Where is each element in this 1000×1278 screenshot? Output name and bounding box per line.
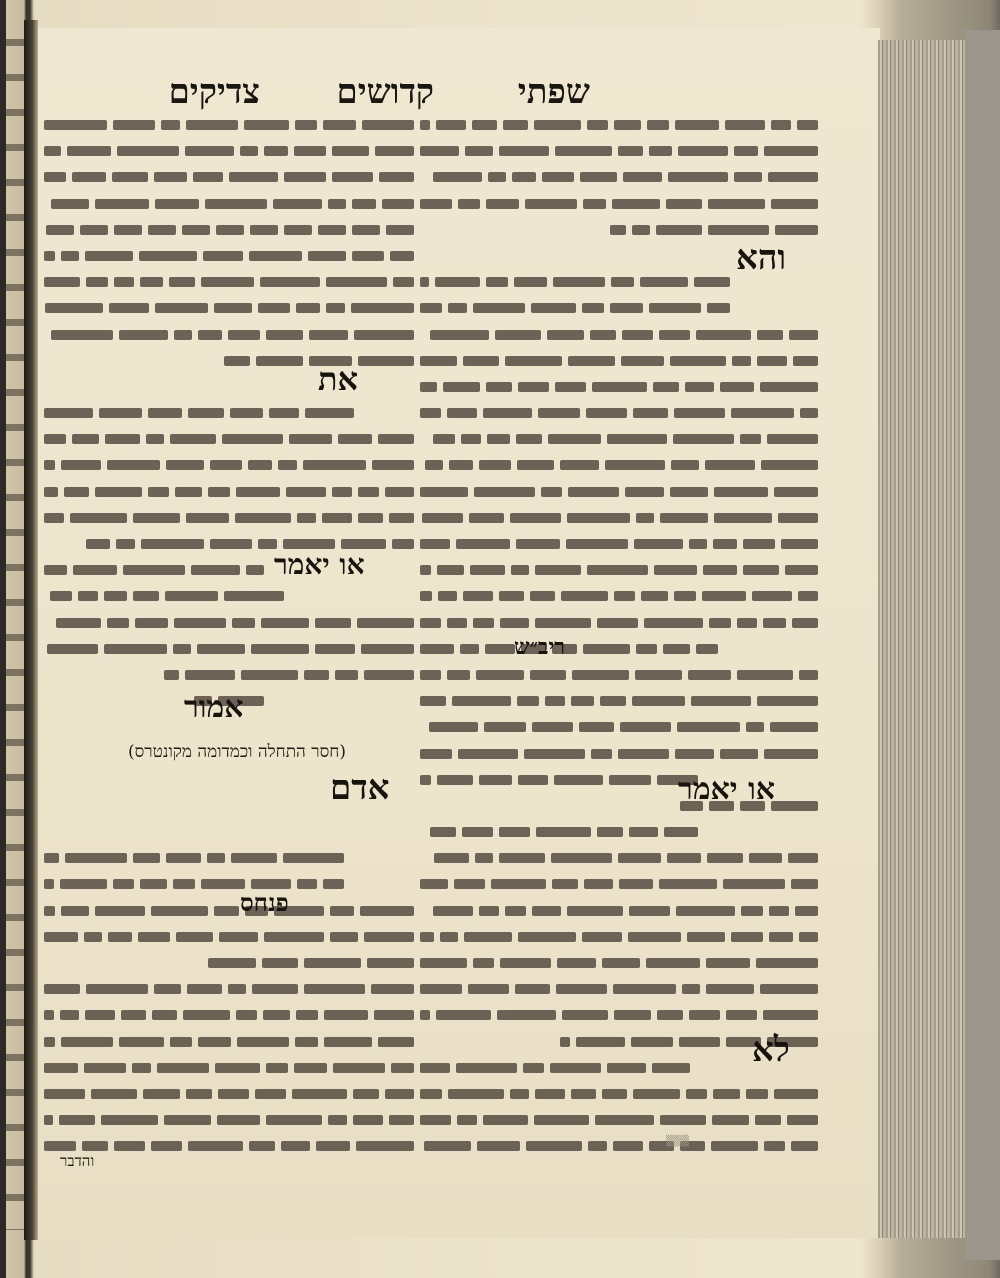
text-line (44, 505, 414, 531)
section-head-o-yomar-2: או יאמר (678, 772, 776, 807)
text-line (420, 898, 818, 924)
page-block-edge (878, 40, 978, 1238)
facing-page-line (6, 109, 24, 135)
text-line (44, 662, 414, 688)
facing-page-line (6, 529, 24, 555)
text-line (420, 557, 818, 583)
facing-page-line (6, 1019, 24, 1045)
facing-page-line (6, 389, 24, 415)
facing-page-edge (6, 30, 24, 1230)
text-line (420, 348, 818, 374)
text-line (420, 374, 818, 400)
header-word-left: צדיקים (168, 72, 260, 112)
text-line (420, 741, 818, 767)
section-head-vehe: והא (736, 238, 787, 278)
text-line (44, 1133, 414, 1159)
text-line (44, 452, 414, 478)
text-line (44, 138, 414, 164)
facing-page-line (6, 1194, 24, 1220)
text-line (420, 191, 818, 217)
text-line (420, 688, 818, 714)
facing-page-line (6, 949, 24, 975)
text-line (44, 400, 414, 426)
facing-page-line (6, 459, 24, 485)
facing-page-line (6, 879, 24, 905)
facing-page-line (6, 214, 24, 240)
text-line (420, 1002, 818, 1028)
text-line (420, 112, 818, 138)
text-line (420, 452, 818, 478)
facing-page-line (6, 144, 24, 170)
text-line (420, 636, 818, 662)
facing-page-line (6, 564, 24, 590)
facing-page-line (6, 1124, 24, 1150)
text-line (44, 976, 414, 1002)
facing-page-line (6, 809, 24, 835)
facing-page-line (6, 914, 24, 940)
section-head-o-yomar: או יאמר (274, 548, 365, 581)
facing-page-line (6, 739, 24, 765)
text-line (44, 348, 414, 374)
text-line (44, 295, 414, 321)
facing-page-line (6, 179, 24, 205)
section-head-pinchas: פנחס (240, 888, 289, 917)
text-line (44, 243, 414, 269)
text-line (44, 1081, 414, 1107)
section-head-lo: לא (752, 1030, 790, 1070)
text-line (420, 924, 818, 950)
facing-page-line (6, 704, 24, 730)
text-line (420, 322, 818, 348)
section-head-et: את (318, 360, 359, 398)
text-line (44, 819, 414, 845)
text-line (44, 164, 414, 190)
faint-stamp: ▒▒▒ (666, 1136, 690, 1147)
text-line (420, 950, 818, 976)
text-line (44, 1002, 414, 1028)
text-line (44, 636, 414, 662)
text-line (420, 845, 818, 871)
facing-page-line (6, 984, 24, 1010)
text-line (420, 1133, 818, 1159)
facing-page-line (6, 249, 24, 275)
text-line (44, 845, 414, 871)
facing-page-line (6, 319, 24, 345)
facing-page-line (6, 669, 24, 695)
text-line (420, 426, 818, 452)
catchword: והדבר (60, 1152, 95, 1170)
facing-page-line (6, 1089, 24, 1115)
ribash-name: ריב״ש (514, 634, 566, 660)
text-line (44, 1107, 414, 1133)
text-line (420, 819, 818, 845)
facing-page-line (6, 1054, 24, 1080)
text-line (420, 976, 818, 1002)
text-line (420, 583, 818, 609)
text-line (44, 269, 414, 295)
text-line (420, 295, 818, 321)
facing-page-line (6, 774, 24, 800)
text-line (44, 950, 414, 976)
text-line (420, 138, 818, 164)
text-line (44, 217, 414, 243)
text-line (420, 164, 818, 190)
facing-page-line (6, 424, 24, 450)
facing-page-line (6, 1159, 24, 1185)
header-word-center: קדושים (336, 72, 434, 112)
text-line (44, 898, 414, 924)
text-line (44, 112, 414, 138)
text-line (44, 924, 414, 950)
text-line (420, 1107, 818, 1133)
left-text-column (44, 112, 414, 1160)
text-line (420, 505, 818, 531)
text-line (44, 1029, 414, 1055)
text-line (420, 714, 818, 740)
text-line (420, 662, 818, 688)
parsha-title: אמור (184, 690, 244, 725)
facing-page-line (6, 39, 24, 65)
parsha-note: (חסר התחלה וכמדומה מקונטרס) (128, 742, 346, 762)
text-line (44, 871, 414, 897)
text-line (44, 610, 414, 636)
facing-page-line (6, 494, 24, 520)
text-line (420, 479, 818, 505)
header-word-right: שפתי (517, 72, 590, 112)
text-line (44, 583, 414, 609)
text-line (420, 400, 818, 426)
text-line (420, 610, 818, 636)
facing-page-line (6, 1229, 24, 1230)
text-line (44, 374, 414, 400)
facing-page-line (6, 354, 24, 380)
text-line (420, 871, 818, 897)
text-line (44, 1055, 414, 1081)
text-line (44, 426, 414, 452)
text-line (420, 531, 818, 557)
section-head-adam: אדם (330, 768, 390, 808)
facing-page-line (6, 74, 24, 100)
text-line (44, 322, 414, 348)
book-gutter (24, 20, 38, 1240)
facing-page-line (6, 844, 24, 870)
text-line (44, 479, 414, 505)
book-cover (965, 30, 1000, 1260)
text-line (420, 1081, 818, 1107)
facing-page-line (6, 599, 24, 625)
facing-page-line (6, 634, 24, 660)
text-line (44, 191, 414, 217)
facing-page-line (6, 284, 24, 310)
